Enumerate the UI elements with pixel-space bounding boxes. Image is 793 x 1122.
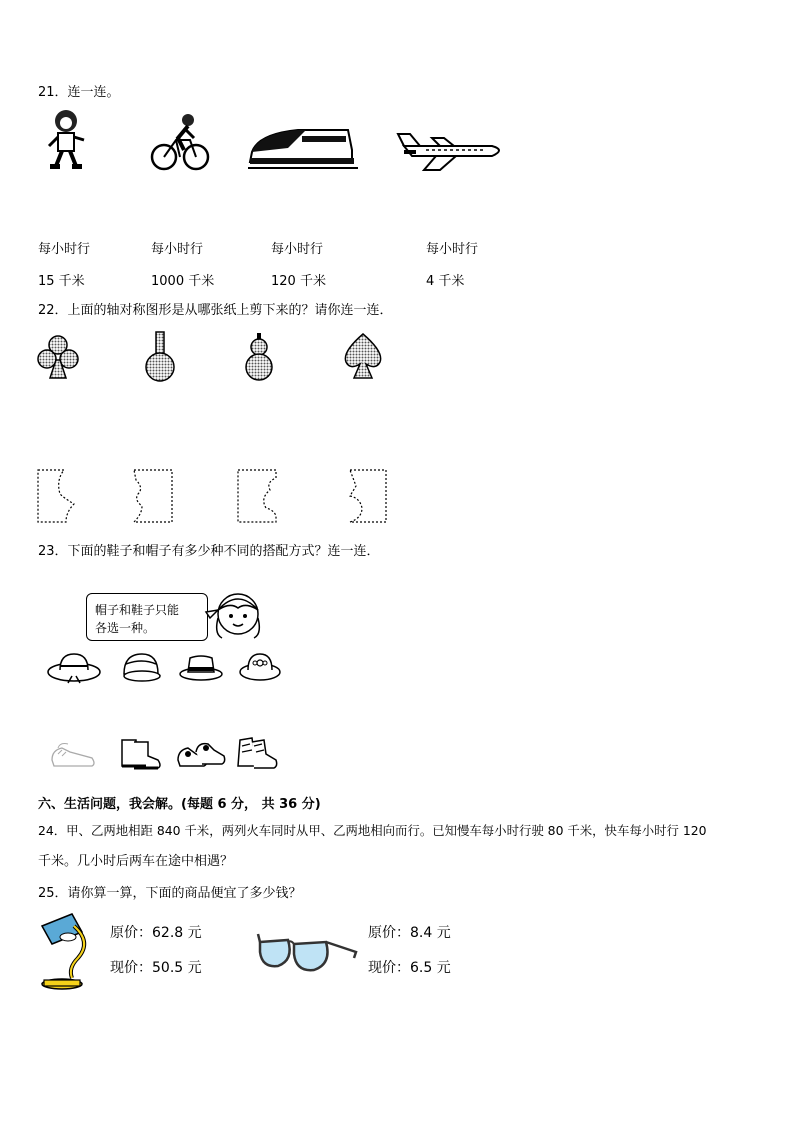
speed-value-3: 120 千米 [271,274,326,289]
folded-paper-c [236,468,282,524]
speed-label-4: 每小时行 [426,242,479,257]
q23-title: 23．下面的鞋子和帽子有多少种不同的搭配方式？连一连． [38,544,380,559]
club-icon [36,334,80,380]
glasses-original-price: 原价：8.4 元 [368,925,451,941]
q24-line-1: 24．甲、乙两地相距 840 千米，两列火车同时从甲、乙两地相向而行。已知慢车每小时行驶 80 千米，快车每小时行 120 [38,823,707,838]
q25-title: 25．请你算一算，下面的商品便宜了多少钱？ [38,886,302,901]
sport-shoes-icon [176,738,226,770]
lamp-current-price: 现价：50.5 元 [110,960,202,976]
desk-lamp-icon [38,912,100,992]
sun-hat-icon [46,650,102,684]
section-6-heading: 六、生活问题，我会解。(每题 6 分， 共 36 分) [38,797,321,812]
sneakers-icon [48,740,100,770]
glasses-icon [256,924,360,976]
train-icon [248,122,360,172]
cap-icon [120,650,162,684]
speed-value-4: 4 千米 [426,274,465,289]
folded-paper-b [128,468,176,524]
speed-label-2: 每小时行 [151,242,204,257]
speech-bubble [86,593,208,641]
flower-hat-icon [238,650,282,682]
walking-child-icon [44,108,90,172]
bubble-line-2: 各选一种。 [95,621,156,635]
girl-face-icon [204,588,266,644]
folded-paper-a [36,468,80,524]
speed-label-3: 每小时行 [271,242,324,257]
high-tops-icon [234,734,280,772]
speed-value-2: 1000 千米 [151,274,215,289]
lamp-original-price: 原价：62.8 元 [110,925,202,941]
cyclist-icon [150,110,210,174]
bubble-line-1: 帽子和鞋子只能 [95,603,180,617]
boots-icon [118,736,164,772]
airplane-icon [396,130,508,172]
q22-title: 22．上面的轴对称图形是从哪张纸上剪下来的？请你连一连． [38,303,393,318]
thermometer-shape-icon [140,330,180,382]
spade-icon [340,332,386,380]
q24-line-2: 千米。几小时后两车在途中相遇？ [38,854,234,869]
q21-title: 21．连一连。 [38,85,120,100]
speed-label-1: 每小时行 [38,242,91,257]
glasses-current-price: 现价：6.5 元 [368,960,451,976]
speed-value-1: 15 千米 [38,274,85,289]
fedora-icon [178,652,224,682]
folded-paper-d [344,468,390,524]
gourd-icon [242,332,276,382]
